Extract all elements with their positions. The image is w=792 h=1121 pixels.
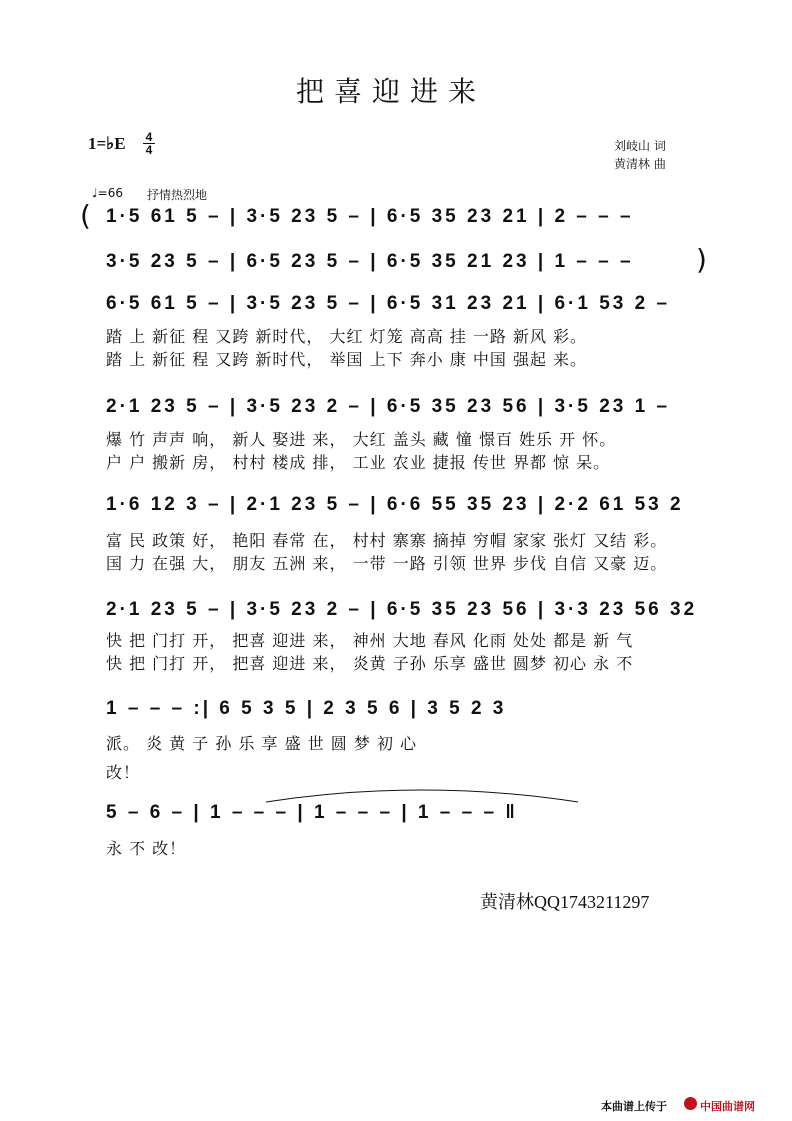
lyric-line: 国 力 在强 大， 朋友 五洲 来， 一带 一路 引领 世界 步伐 自信 又豪 迈。 — [106, 554, 668, 573]
notation-row: 1 – – – :| 6 5 3 5 | 2 3 5 6 | 3 5 2 3 — [106, 698, 507, 719]
notation-row: 2·1 23 5 – | 3·5 23 2 – | 6·5 35 23 56 | 3·5 23 1 – — [106, 396, 671, 417]
lyric-line: 户 户 搬新 房， 村村 楼成 排， 工业 农业 捷报 传世 界都 惊 呆。 — [106, 453, 611, 472]
time-signature — [143, 131, 155, 156]
lyric-line: 快 把 门打 开， 把喜 迎进 来， 神州 大地 春风 化雨 处处 都是 新 气 — [106, 631, 634, 650]
intro-close-paren: ) — [696, 243, 707, 276]
notation-row: 1·5 61 5 – | 3·5 23 5 – | 6·5 35 23 21 | 2 – – – — [106, 206, 634, 227]
lyricist-credit: 刘岐山 词 — [614, 139, 666, 153]
lyric-line: 爆 竹 声声 响， 新人 娶进 来， 大红 盖头 藏 憧 憬百 姓乐 开 怀。 — [106, 430, 617, 449]
footer-upload-text: 本曲谱上传于 — [601, 1100, 667, 1113]
footer-site-link[interactable]: 中国曲谱网 — [700, 1100, 755, 1113]
composer-credit: 黄清林 曲 — [614, 157, 666, 171]
lyric-line: 派。 炎 黄 子 孙 乐 享 盛 世 圆 梦 初 心 — [106, 734, 418, 753]
key-signature: 1=♭E — [88, 134, 126, 153]
notation-row: 1·6 12 3 – | 2·1 23 5 – | 6·6 55 35 23 | 2·2 61 53 2 — [106, 494, 684, 515]
lyric-line: 快 把 门打 开， 把喜 迎进 来， 炎黄 子孙 乐享 盛世 圆梦 初心 永 不 — [106, 654, 634, 673]
lyric-line: 踏 上 新征 程 又跨 新时代， 举国 上下 奔小 康 中国 强起 来。 — [106, 350, 588, 369]
arranger-signature: 黄清林QQ1743211297 — [480, 892, 650, 912]
lyric-line: 富 民 政策 好， 艳阳 春常 在， 村村 寨寨 摘掉 穷帽 家家 张灯 又结 彩。 — [106, 531, 668, 550]
notation-row: 3·5 23 5 – | 6·5 23 5 – | 6·5 35 21 23 | 1 – – – — [106, 251, 634, 272]
lyric-line: 踏 上 新征 程 又跨 新时代， 大红 灯笼 高高 挂 一路 新风 彩。 — [106, 327, 588, 346]
notation-row: 2·1 23 5 – | 3·5 23 2 – | 6·5 35 23 56 | 3·3 23 56 32 — [106, 599, 698, 620]
expression-marking: 抒情热烈地 — [147, 188, 208, 202]
site-logo-icon — [684, 1097, 697, 1110]
lyric-line: 永 不 改！ — [106, 839, 187, 858]
intro-open-paren: ( — [80, 199, 91, 232]
lyric-line: 改！ — [106, 763, 141, 782]
tempo-marking: ♩=66 — [92, 186, 123, 200]
time-signature-top: 4 — [145, 130, 153, 144]
notation-row: 6·5 61 5 – | 3·5 23 5 – | 6·5 31 23 21 | 6·1 53 2 – — [106, 293, 671, 314]
page-title: 把喜迎进来 — [296, 75, 487, 108]
time-signature-bottom: 4 — [145, 143, 153, 157]
notation-row: 5 – 6 – | 1 – – – | 1 – – – | 1 – – – ‖ — [106, 802, 518, 823]
